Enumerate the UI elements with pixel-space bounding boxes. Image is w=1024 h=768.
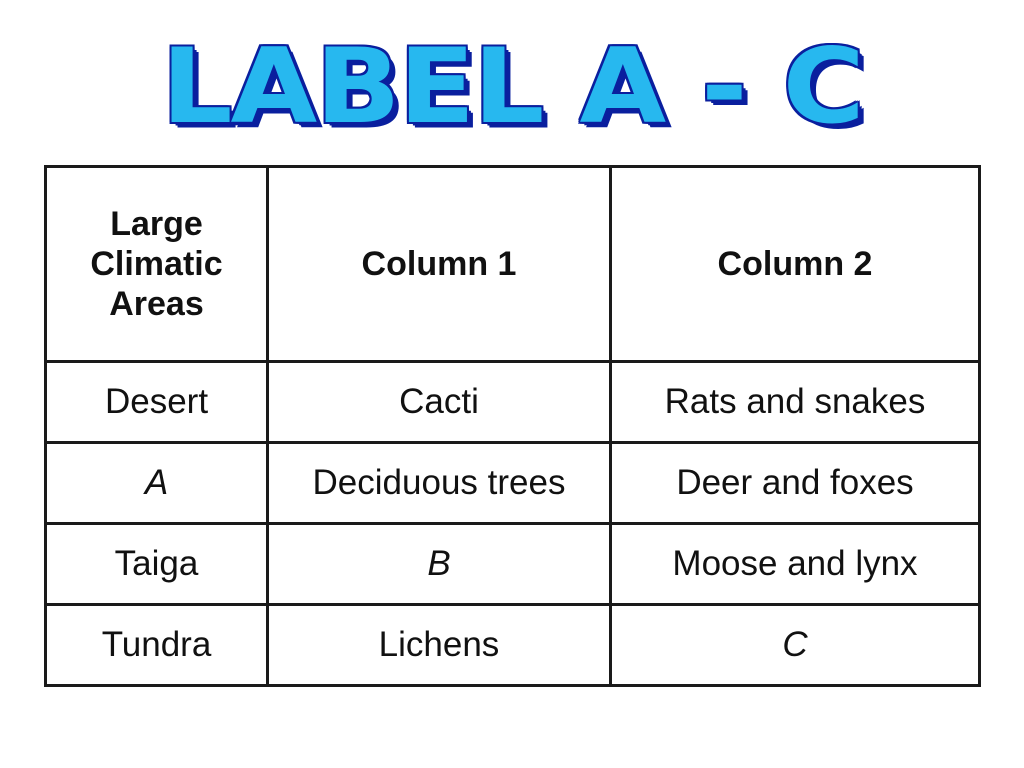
cell-column-2: Moose and lynx bbox=[611, 524, 980, 605]
table-row bbox=[46, 605, 980, 686]
cell-column-2: Deer and foxes bbox=[611, 443, 980, 524]
table-row bbox=[46, 524, 980, 605]
cell-column-2: C bbox=[611, 605, 980, 686]
cell-climatic-area: Desert bbox=[46, 362, 268, 443]
table-row bbox=[46, 362, 980, 443]
header-line: Large bbox=[110, 205, 203, 243]
cell-column-2: Rats and snakes bbox=[611, 362, 980, 443]
header-large-climatic-areas bbox=[46, 167, 268, 362]
table-row bbox=[46, 443, 980, 524]
cell-column-1: Lichens bbox=[268, 605, 611, 686]
cell-climatic-area: Taiga bbox=[46, 524, 268, 605]
slide-title: LABEL A - C bbox=[161, 27, 863, 147]
cell-column-1: Deciduous trees bbox=[268, 443, 611, 524]
header-column-2: Column 2 bbox=[611, 167, 980, 362]
table-header-row bbox=[46, 167, 980, 362]
header-column-1: Column 1 bbox=[268, 167, 611, 362]
cell-climatic-area: A bbox=[46, 443, 268, 524]
cell-column-1: B bbox=[268, 524, 611, 605]
header-line: Areas bbox=[109, 285, 204, 323]
climate-table bbox=[44, 165, 981, 687]
cell-column-1: Cacti bbox=[268, 362, 611, 443]
cell-climatic-area: Tundra bbox=[46, 605, 268, 686]
header-line: Climatic bbox=[90, 245, 223, 283]
